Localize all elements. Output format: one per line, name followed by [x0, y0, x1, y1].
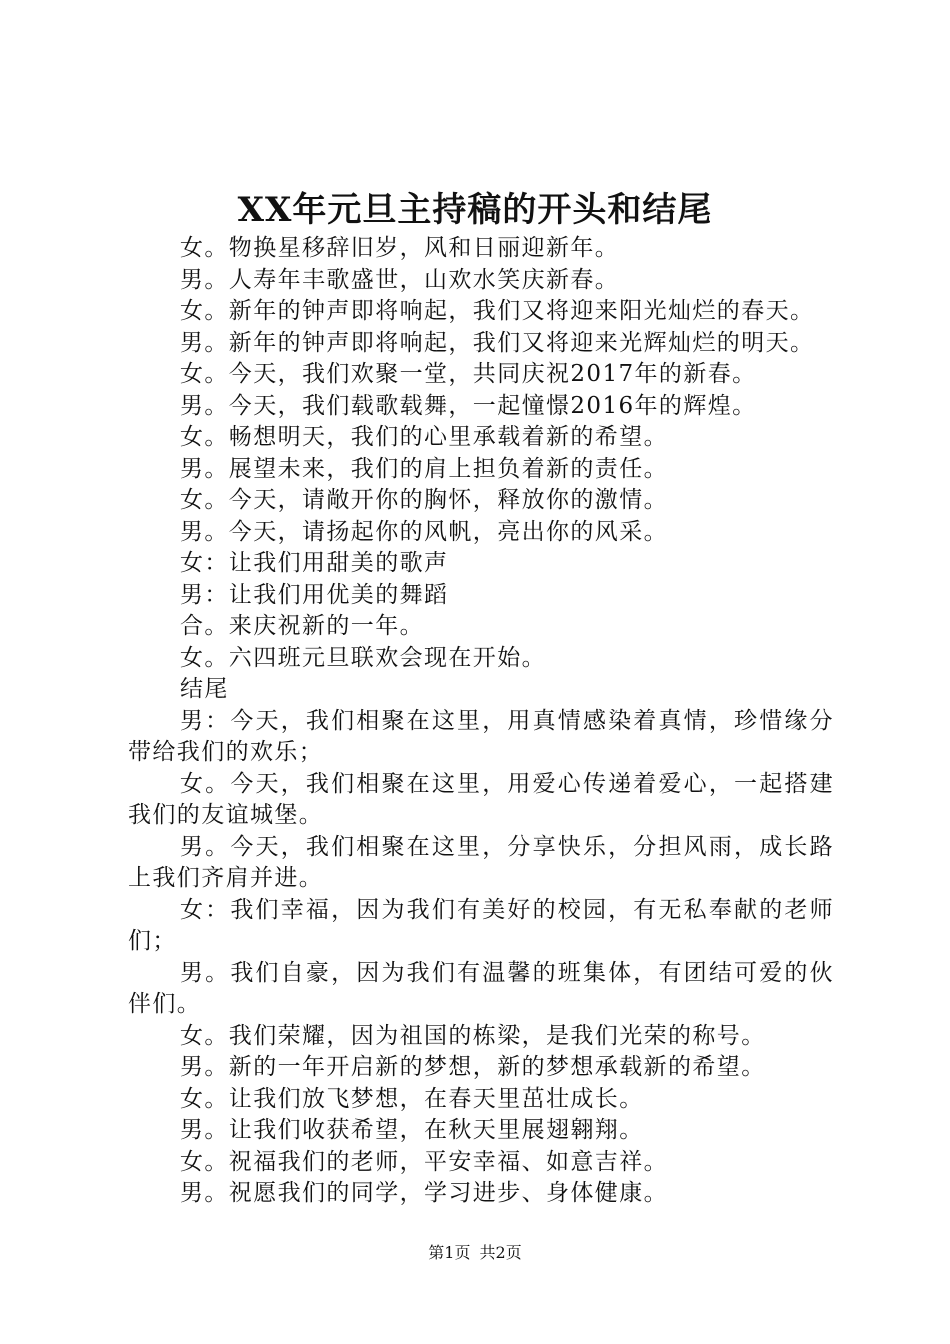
- paragraph: 男。今天，请扬起你的风帆，亮出你的风采。: [180, 518, 668, 545]
- paragraph: 男：今天，我们相聚在这里，用真情感染着真情，珍惜缘分带给我们的欢乐；: [128, 707, 834, 765]
- paragraph: 男。祝愿我们的同学，学习进步、身体健康。: [180, 1180, 668, 1206]
- paragraph: 男。让我们收获希望，在秋天里展翅翱翔。: [180, 1117, 644, 1143]
- paragraph: 合。来庆祝新的一年。: [180, 613, 424, 639]
- page-number: 第1页: [428, 1243, 471, 1262]
- paragraph: 女：让我们用甜美的歌声: [180, 550, 449, 576]
- paragraph: 女。六四班元旦联欢会现在开始。: [180, 644, 546, 671]
- page-total: 共2页: [479, 1243, 522, 1262]
- paragraph: 女。祝福我们的老师，平安幸福、如意吉祥。: [180, 1148, 668, 1175]
- paragraph: 女。物换星移辞旧岁，风和日丽迎新年。: [180, 235, 620, 261]
- paragraph: 男。今天，我们载歌载舞，一起憧憬2016年的辉煌。: [180, 392, 757, 419]
- paragraph: 女。畅想明天，我们的心里承载着新的希望。: [180, 424, 668, 450]
- paragraph: 女。新年的钟声即将响起，我们又将迎来阳光灿烂的春天。: [180, 298, 815, 324]
- paragraph: 女。今天，请敞开你的胸怀，释放你的激情。: [180, 487, 668, 513]
- paragraph: 男。新的一年开启新的梦想，新的梦想承载新的希望。: [180, 1054, 766, 1080]
- paragraph: 女：我们幸福，因为我们有美好的校园，有无私奉献的老师们；: [128, 896, 834, 954]
- paragraph: 女。我们荣耀，因为祖国的栋梁，是我们光荣的称号。: [180, 1022, 766, 1049]
- paragraph: 男：让我们用优美的舞蹈: [180, 581, 449, 608]
- paragraph: 女。今天，我们欢聚一堂，共同庆祝2017年的新春。: [180, 361, 757, 387]
- paragraph: 男。展望未来，我们的肩上担负着新的责任。: [180, 455, 668, 482]
- paragraph: 女。今天，我们相聚在这里，用爱心传递着爱心，一起搭建我们的友谊城堡。: [128, 770, 834, 828]
- paragraph: 女。让我们放飞梦想，在春天里茁壮成长。: [180, 1085, 644, 1112]
- document-body: [128, 233, 834, 1210]
- paragraph: 男。人寿年丰歌盛世，山欢水笑庆新春。: [180, 266, 620, 293]
- paragraph: 男。今天，我们相聚在这里，分享快乐，分担风雨，成长路上我们齐肩并进。: [128, 833, 834, 891]
- page-footer: [0, 1241, 950, 1265]
- section-heading: 结尾: [180, 676, 229, 702]
- paragraph: 男。我们自豪，因为我们有温馨的班集体，有团结可爱的伙伴们。: [128, 959, 834, 1017]
- page-title: XX年元旦主持稿的开头和结尾: [237, 190, 713, 230]
- paragraph: 男。新年的钟声即将响起，我们又将迎来光辉灿烂的明天。: [180, 329, 815, 356]
